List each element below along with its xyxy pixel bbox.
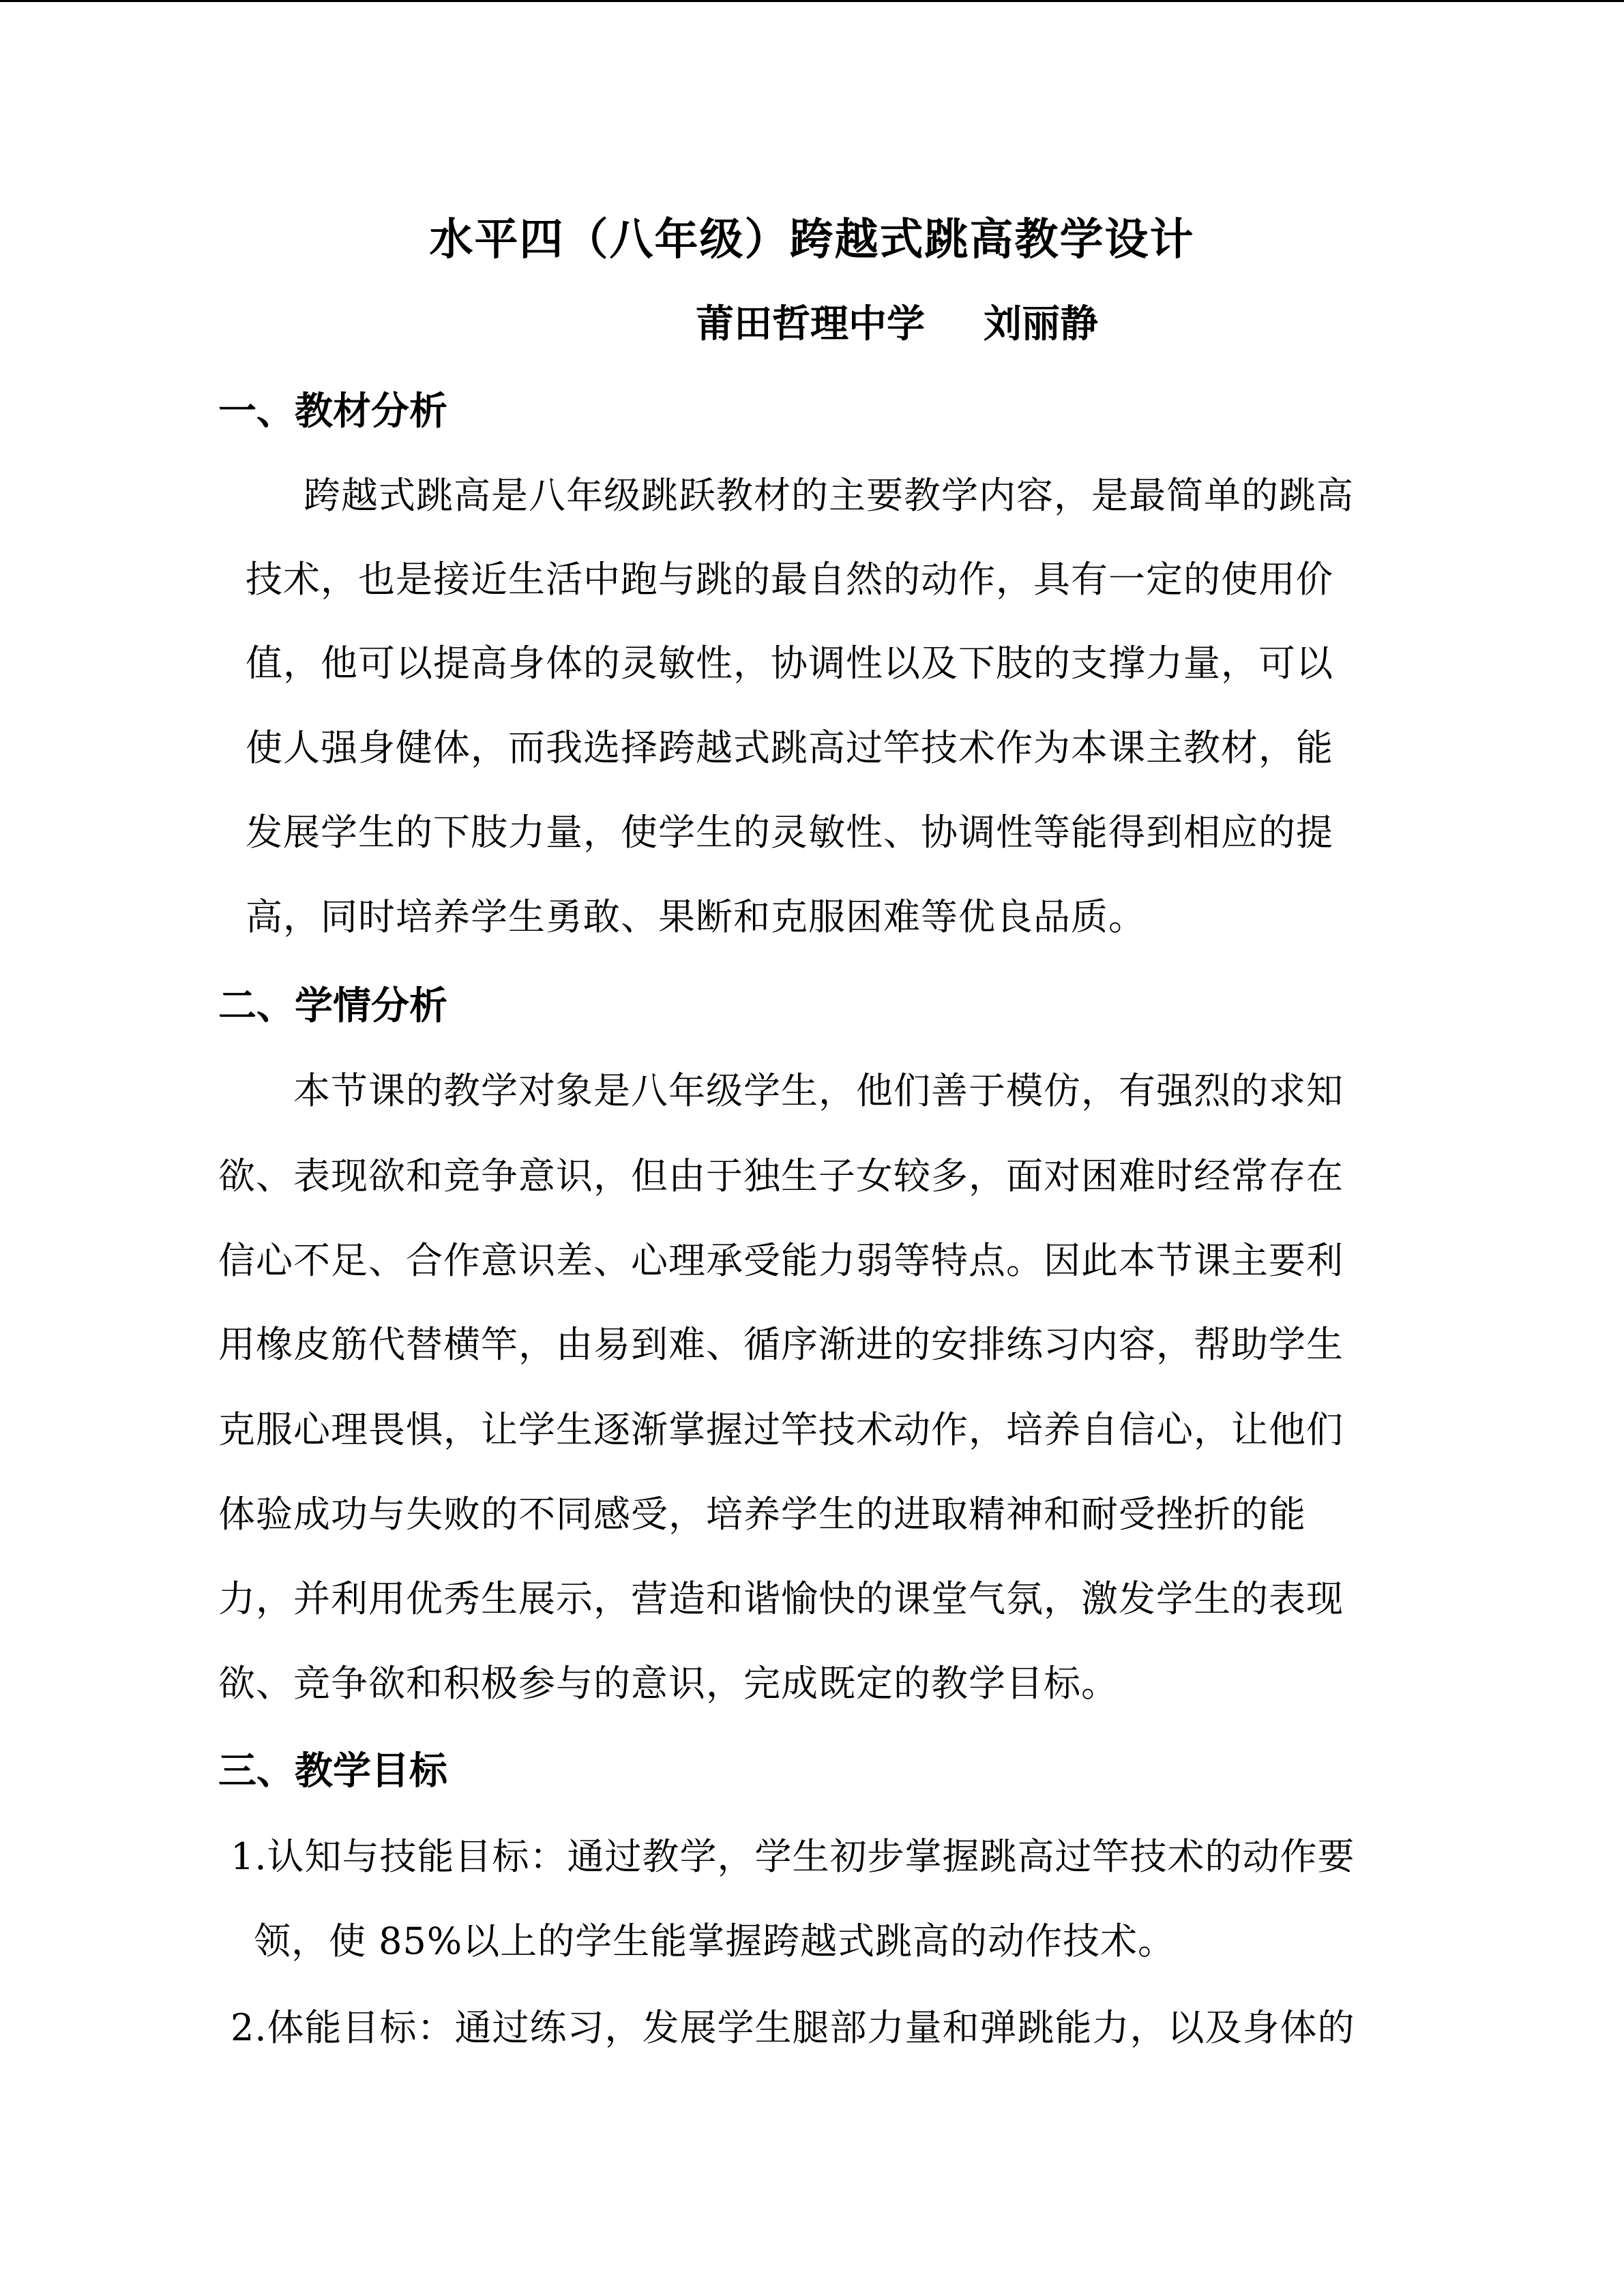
paragraph-line: 信心不足、合作意识差、心理承受能力弱等特点。因此本节课主要利 bbox=[218, 1239, 1344, 1282]
paragraph-line: 高，同时培养学生勇敢、果断和克服困难等优良品质。 bbox=[246, 895, 1146, 938]
paragraph-line: 欲、竞争欲和积极参与的意识，完成既定的教学目标。 bbox=[218, 1662, 1119, 1705]
objective-line: 领，使 85%以上的学生能掌握跨越式跳高的动作技术。 bbox=[254, 1920, 1176, 1963]
page-top-border bbox=[0, 0, 1624, 2]
author-line bbox=[696, 300, 1098, 348]
paragraph-line: 值，他可以提高身体的灵敏性，协调性以及下肢的支撑力量，可以 bbox=[246, 642, 1333, 685]
paragraph-line: 发展学生的下肢力量，使学生的灵敏性、协调性等能得到相应的提 bbox=[246, 811, 1333, 854]
section-heading-teaching-objectives: 三、教学目标 bbox=[218, 1748, 447, 1793]
objective-line: 2.体能目标：通过练习，发展学生腿部力量和弹跳能力，以及身体的 bbox=[231, 2006, 1355, 2049]
paragraph-line: 克服心理畏惧，让学生逐渐掌握过竿技术动作，培养自信心，让他们 bbox=[218, 1408, 1344, 1451]
objective-line: 1.认知与技能目标：通过教学，学生初步掌握跳高过竿技术的动作要 bbox=[231, 1835, 1355, 1878]
paragraph-line: 用橡皮筋代替横竿，由易到难、循序渐进的安排练习内容，帮助学生 bbox=[218, 1323, 1344, 1366]
section-heading-student-analysis: 二、学情分析 bbox=[218, 983, 447, 1028]
paragraph-line: 使人强身健体，而我选择跨越式跳高过竿技术作为本课主教材，能 bbox=[246, 726, 1333, 769]
paragraph-line: 本节课的教学对象是八年级学生，他们善于模仿，有强烈的求知 bbox=[293, 1069, 1344, 1112]
author-name: 刘丽静 bbox=[984, 301, 1098, 346]
paragraph-line: 体验成功与失败的不同感受，培养学生的进取精神和耐受挫折的能 bbox=[218, 1493, 1306, 1536]
paragraph-line: 力，并利用优秀生展示，营造和谐愉快的课堂气氛，激发学生的表现 bbox=[218, 1577, 1344, 1620]
document-title: 水平四（八年级）跨越式跳高教学设计 bbox=[429, 214, 1195, 265]
paragraph-line: 技术，也是接近生活中跑与跳的最自然的动作，具有一定的使用价 bbox=[246, 558, 1333, 601]
paragraph-line: 欲、表现欲和竞争意识，但由于独生子女较多，面对困难时经常存在 bbox=[218, 1154, 1344, 1197]
section-heading-textbook-analysis: 一、教材分析 bbox=[218, 389, 447, 434]
paragraph-line: 跨越式跳高是八年级跳跃教材的主要教学内容，是最简单的跳高 bbox=[304, 474, 1354, 517]
school-name: 莆田哲理中学 bbox=[696, 301, 925, 346]
